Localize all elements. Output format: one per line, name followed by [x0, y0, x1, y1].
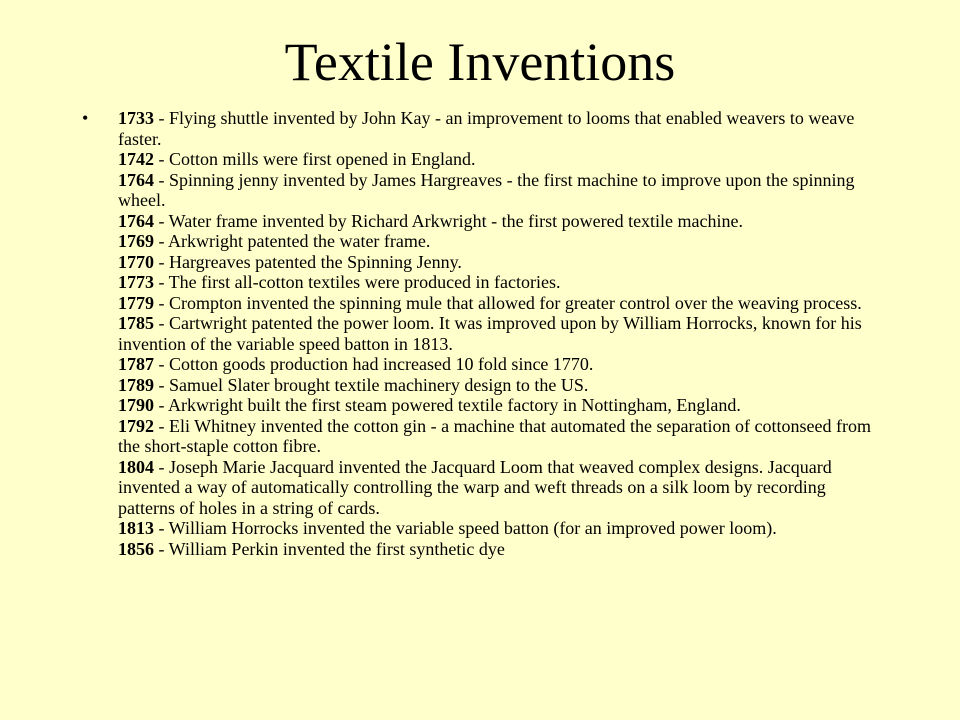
entry-text: - Crompton invented the spinning mule that allowed for greater control over the weaving process.: [154, 292, 862, 313]
entry-year: 1792: [118, 415, 154, 436]
entry-text: - The first all-cotton textiles were produced in factories.: [154, 272, 561, 292]
entry-text: - William Horrocks invented the variable speed batton (for an improved power loom).: [154, 518, 777, 538]
entry-year: 1764: [118, 169, 154, 190]
timeline-entry: [118, 108, 882, 149]
entry-year: 1742: [118, 149, 154, 169]
timeline-entry: [118, 354, 882, 375]
bullet-dot-icon: •: [82, 108, 89, 128]
entry-year: 1804: [118, 456, 154, 477]
timeline-entry: [118, 518, 882, 539]
entry-text: - Eli Whitney invented the cotton gin - a machine that automated the separation of cottonseed from the short-staple cotton fibre.: [118, 415, 871, 456]
entry-text: - Cotton goods production had increased 10 fold since 1770.: [154, 354, 594, 374]
entry-text: - Arkwright patented the water frame.: [154, 231, 431, 251]
timeline-entry: [118, 211, 882, 232]
entry-year: 1785: [118, 313, 154, 333]
bullet-list: [82, 108, 882, 559]
entry-text: - William Perkin invented the first synthetic dye: [154, 538, 505, 559]
timeline-entry: [118, 149, 882, 170]
timeline-entry: [118, 416, 882, 457]
bullet-item: [82, 108, 882, 559]
entry-text: - Cotton mills were first opened in England.: [154, 149, 476, 169]
entry-text: - Joseph Marie Jacquard invented the Jacquard Loom that weaved complex designs. Jacquard invented a way of automatically controlling the warp and weft threads on a silk loom by recording patterns of holes in a string of cards.: [118, 456, 832, 518]
timeline-entry: [118, 272, 882, 293]
timeline-entry: [118, 457, 882, 519]
timeline-entry: [118, 539, 882, 560]
entry-text: - Cartwright patented the power loom. It was improved upon by William Horrocks, known for his invention of the variable speed batton in 1813.: [118, 313, 862, 354]
timeline-entry: [118, 293, 882, 314]
timeline-entries: [118, 108, 882, 559]
entry-year: 1764: [118, 210, 154, 231]
entry-year: 1769: [118, 231, 154, 251]
slide-title: Textile Inventions: [284, 32, 676, 92]
entry-year: 1773: [118, 272, 154, 292]
entry-text: - Arkwright built the first steam powered textile factory in Nottingham, England.: [154, 395, 741, 415]
entry-text: - Spinning jenny invented by James Hargreaves - the first machine to improve upon the spinning wheel.: [118, 169, 855, 210]
timeline-entry: [118, 231, 882, 252]
timeline-entry: [118, 170, 882, 211]
entry-year: 1779: [118, 292, 154, 313]
entry-year: 1856: [118, 538, 154, 559]
entry-year: 1813: [118, 518, 154, 538]
entry-year: 1789: [118, 374, 154, 395]
entry-year: 1770: [118, 251, 154, 272]
timeline-entry: [118, 252, 882, 273]
timeline-entry: [118, 313, 882, 354]
entry-text: - Samuel Slater brought textile machinery design to the US.: [154, 374, 589, 395]
entry-year: 1733: [118, 108, 154, 128]
entry-year: 1787: [118, 354, 154, 374]
entry-text: - Hargreaves patented the Spinning Jenny.: [154, 251, 462, 272]
entry-text: - Water frame invented by Richard Arkwright - the first powered textile machine.: [154, 210, 744, 231]
entry-text: - Flying shuttle invented by John Kay - an improvement to looms that enabled weavers to weave faster.: [118, 108, 855, 149]
entry-year: 1790: [118, 395, 154, 415]
timeline-entry: [118, 375, 882, 396]
timeline-entry: [118, 395, 882, 416]
